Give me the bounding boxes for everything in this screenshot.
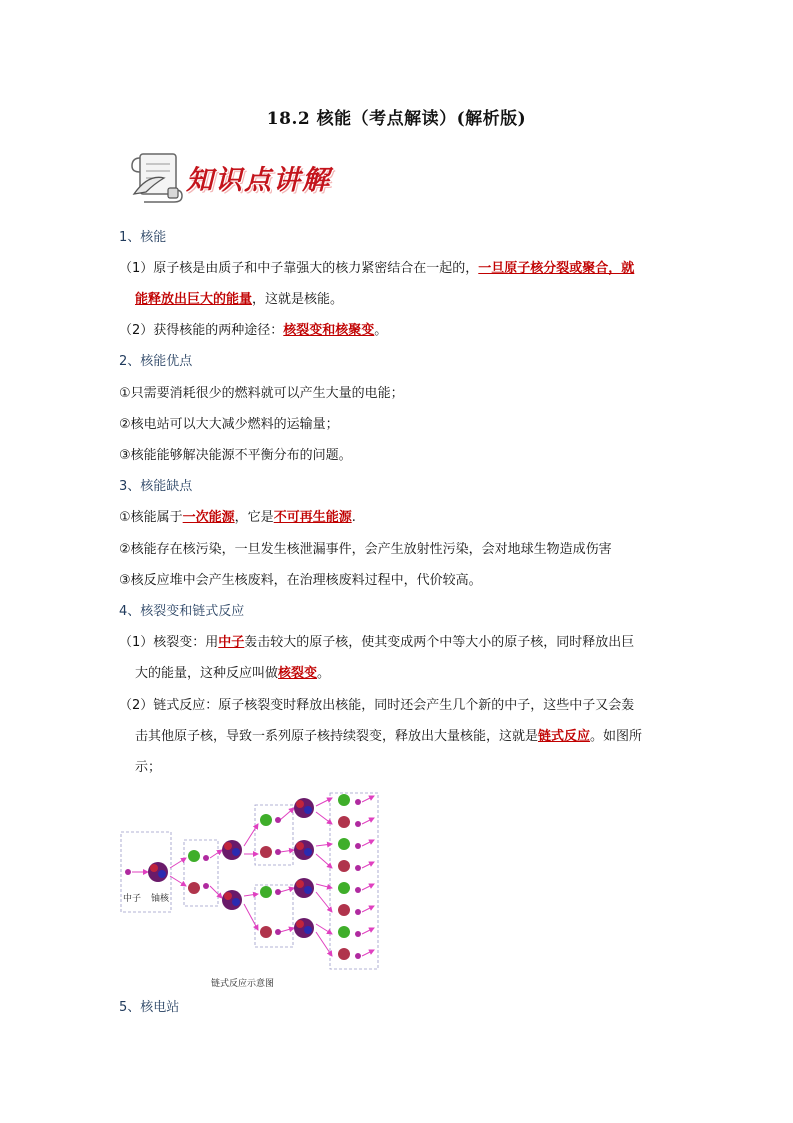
paragraph-chain-line-1: （2）链式反应：原子核裂变时释放出核能，同时还会产生几个新的中子，这些中子又会轰 [119, 698, 635, 713]
section-heading-5: 5、核电站 [119, 1000, 180, 1015]
text-span: （1）原子核是由质子和中子靠强大的核力紧密结合在一起的， [119, 261, 479, 276]
diagram-caption: 链式反应示意图 [211, 979, 275, 989]
text-span: ①核能属于 [119, 510, 183, 525]
text-span: （1）核裂变：用 [119, 635, 219, 650]
section-heading-2: 2、核能优点 [119, 354, 193, 369]
list-item: ②核能存在核污染，一旦发生核泄漏事件，会产生放射性污染，会对地球生物造成伤害 [119, 542, 612, 557]
list-item: ②核电站可以大大减少燃料的运输量； [119, 417, 339, 432]
list-item: ③核能能够解决能源不平衡分布的问题。 [119, 448, 352, 463]
key-point: 链式反应 [538, 729, 591, 744]
paragraph-chain-line-2 [135, 728, 642, 746]
uranium-label: 铀核 [151, 894, 170, 904]
text-span: ，这就是核能。 [252, 292, 344, 307]
key-point: 一旦原子核分裂或聚合，就 [478, 261, 635, 276]
key-point: 核裂变 [278, 666, 318, 681]
paragraph-fission-line-2 [135, 665, 330, 683]
text-span: . [351, 510, 356, 525]
key-point: 能释放出巨大的能量 [135, 292, 253, 307]
text-span: 。如图所 [590, 729, 643, 744]
paragraph-2 [119, 322, 387, 340]
paragraph-1-line-1 [119, 260, 634, 278]
key-point: 中子 [218, 635, 245, 650]
paragraph-chain-line-3: 示； [135, 760, 162, 775]
key-point: 核裂变和核聚变 [283, 323, 375, 338]
scroll-quill-icon [128, 148, 186, 204]
text-span: 。 [374, 323, 388, 338]
list-item: ③核反应堆中会产生核废料，在治理核废料过程中，代价较高。 [119, 573, 482, 588]
banner-title: 知识点讲解 [186, 165, 331, 196]
text-span: 击其他原子核，导致一系列原子核持续裂变，释放出大量核能，这就是 [135, 729, 539, 744]
text-span: 。 [317, 666, 331, 681]
text-span: ，它是 [234, 510, 274, 525]
section-heading-1: 1、核能 [119, 230, 167, 245]
paragraph-1-line-2 [135, 291, 343, 309]
list-item [119, 509, 356, 527]
text-span: （2）获得核能的两种途径： [119, 323, 284, 338]
section-heading-4: 4、核裂变和链式反应 [119, 604, 245, 619]
page-title: 18.2 核能（考点解读）(解析版) [266, 109, 527, 129]
list-item: ①只需要消耗很少的燃料就可以产生大量的电能； [119, 386, 404, 401]
text-span: 轰击较大的原子核，使其变成两个中等大小的原子核，同时释放出巨 [244, 635, 635, 650]
section-heading-3: 3、核能缺点 [119, 479, 193, 494]
neutron-label: 中子 [123, 894, 142, 904]
paragraph-fission-line-1 [119, 634, 634, 652]
key-point: 一次能源 [182, 510, 235, 525]
chain-reaction-diagram [118, 788, 388, 973]
knowledge-banner [128, 148, 358, 206]
key-point: 不可再生能源 [273, 510, 352, 525]
text-span: 大的能量，这种反应叫做 [135, 666, 279, 681]
